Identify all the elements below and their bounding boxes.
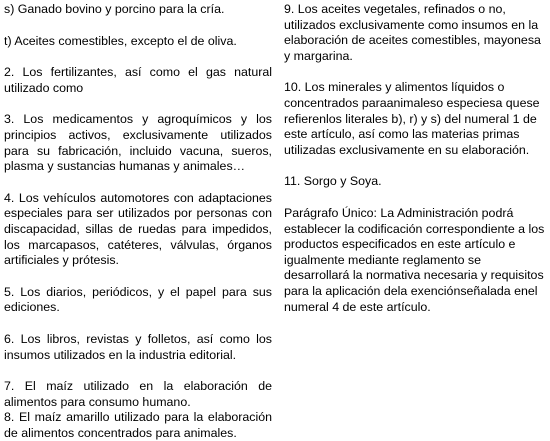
item-9-aceites-vegetales: 9. Los aceites vegetales, refinados o no, utilizados exclusivamente como insumos en la elaboración de aceites comestibles, mayonesa y margarina. (284, 2, 541, 63)
item-11-sorgo: 11. Sorgo y Soya. (284, 174, 382, 189)
item-2-fertilizantes: 2. Los fertilizantes, así como el gas natural utilizado como (4, 65, 272, 95)
item-7-maiz: 7. El maíz utilizado en la elaboración de alimentos para consumo humano. (4, 379, 272, 409)
item-s-ganado: s) Ganado bovino y porcino para la cría. (4, 2, 225, 16)
item-8-maiz-amarillo: 8. El maíz amarillo utilizado para la elaboración de alimentos concentrados para animales. (4, 410, 272, 440)
right-column (284, 2, 546, 315)
item-10-minerales: 10. Los minerales y alimentos líquidos o concentrados paraanimaleso especiesa quese refierenlos literales b), r) y s) del numeral 1 de este artículo, así como las materias primas utilizadas exclusivamente en su elaboración. (284, 80, 540, 157)
item-5-diarios: 5. Los diarios, periódicos, y el papel para sus ediciones. (4, 284, 272, 315)
item-4-vehiculos: 4. Los vehículos automotores con adaptaciones especiales para ser utilizados por personas con discapacidad, sillas de ruedas para impedidos, los marcapasos, catéteres, válvulas, órganos artificiales y prótesis. (4, 190, 272, 268)
left-column (4, 2, 272, 441)
paragrafo-unico: Parágrafo Único: La Administración podrá establecer la codificación correspondiente a los productos especificados en este artículo e igualmente mediante reglamento se desarrollará la normativa necesaria y requisitos para la aplicación dela exenciónseñalada enel numeral 4 de este artículo. (284, 205, 545, 314)
item-3-medicamentos: 3. Los medicamentos y agroquímicos y los principios activos, exclusivamente utilizados para su fabricación, incluido vacuna, sueros, plasma y sustancias humanas y animales… (4, 112, 272, 174)
item-6-libros: 6. Los libros, revistas y folletos, así como los insumos utilizados en la industria editorial. (4, 331, 272, 362)
item-t-aceites: t) Aceites comestibles, excepto el de oliva. (4, 33, 237, 48)
